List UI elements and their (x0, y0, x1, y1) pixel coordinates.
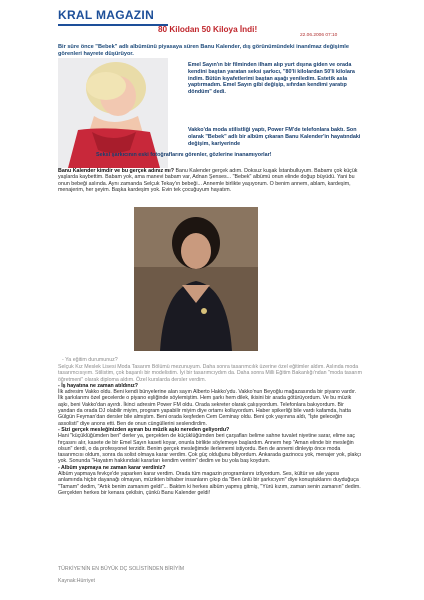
article-headline: 80 Kilodan 50 Kiloya İndi! (158, 25, 258, 34)
education-answer: Selçuk Kız Meslek Lisesi Moda Tasarım Bölümü mezunuyum. Daha sonra tasarımcılık üzerine özel eğitimler aldım. Aslında moda tasarımcısıyım. Stilistim, çok başarılı bir modelistim. İyi bir tasarımcıydım da. Daha sonra Milli Eğitim Bakanlığı'ndan "moda tasarım öğretmeni" olarak diploma aldım. Özel kurslarda dersler verdim. (58, 364, 362, 383)
side-vakko-text: Vakko'da moda stilistliği yaptı, Power FM'de telefonlara baktı. Son olarak "Bebek" adlı bir albüm çıkaran Banu Kalender'in hayatındaki değişim, kariyerinde (188, 127, 361, 147)
career-question: - İş hayatına ne zaman atıldınız? (58, 382, 138, 389)
music-answer: Hani "küçüklüğümden beri" derler ya, gerçekten de küçüklüğümden beri çarşafları belime sahne tuvalet niyetine sarar, elime saç fırçasını alır, kasete de bir Emel Sayın kaseti koyar, onunla birlikte söylemeye başlardım. Annem hep "Aman elinde bir mesleğin olsun" derdi, o da profesyonel terzidir. Benim gerçek mesleğimde ilerlememi istiyordu. Ben de annemi dinleyip önce moda tasarımcısı oldum, sonra da solist olmaya karar verdim. Çok güç olduğunu biliyordum. Ankarada gazinocu yok, menajer yok, plakçı yok. Sonunda "Hayatım hakkındaki kararları kendim veririm" dedim ve bu yola baş koydum. (58, 433, 362, 465)
side-caption: Emel Sayın'ın bir filminden ilham alıp yurt dışına giden ve orada kendini baştan yaratan seksi şarkıcı, "80'li kilolardan 50'li kilolara indim. Bütün kıyafetlerimi baştan aşağı yeniledim. Estetik asla yaptırmadım. Emel Sayın gibi değişip, sıfırdan kendimi yaratıp döndüm" dedi. (188, 62, 355, 95)
brand-underline (58, 24, 168, 26)
intro-answer: Banu Kalender gerçek adım. Doksuz kuşak İstanbulluyum. Babamı çok küçük yaşlarda kaybettim. Babam yok, ama manevi babam var, Adnan Şenses... "Bebek" albümü onun elinde doğup büyüdü. Yani bu onun bebeği aslında. Aynı zamanda Selçuk Tekay'ın bebeği... Annemle birlikte yaşıyorum. O benim annem, ablam, kardeşim, menajerim, her şeyim. Başka kardeşim yok. Evin tek çocuğuyum hayatım. (58, 168, 358, 194)
album-answer: Albüm yapmaya fevkçe'de yaparken karar verdim. Orada tüm magazin programlarını izliyordum. Ses, kültür ve aile yapısı anlamında hiçbir dayanağı olmayan, müzikten bihaber insanların çıkıp da "Ben ünlü bir şarkıcıyım" diye konuştuklarını duyduğuça "Tamam" dedim, "Artık benim zamanım geldi"... Baktım ki herkes albüm yapmış gitmiş, "Yürü kızım, zaman senin zamanın" dedim. Gerçekten herkes bir kenara çekilsin, çünkü Banu Kalender geldi! (58, 471, 361, 496)
footer-tagline: TÜRKİYE'NİN EN BÜYÜK DÇ SOLİSTİNDEN BİRİYİM (58, 566, 185, 572)
source-credit: Kaynak:Hürriyet (58, 578, 95, 584)
music-question: - Sizi gerçek mesleğinizden ayıran bu müzik aşkı nereden geliyordu? (58, 426, 230, 433)
interview-body (58, 364, 362, 496)
article-lead: Bir süre önce "Bebek" adlı albümünü piyasaya süren Banu Kalender, dış görünümündeki inanılmaz değişimle görenleri hayrete düşürüyor. (58, 44, 349, 57)
intro-question: Banu Kalender kimdir ve bu gerçek adınız mı? (58, 168, 174, 174)
career-answer: İlk adresim Vakko oldu. Beni kendi bünyelerine alan sayın Alberto Hakko'ydu. Vakko'nun Beyoğlu mağazasında bir piyano vardır. İlk şarkılarımı özel gecelerde o piyano eşliğinde söylemiştim. Hem şarkı hem dilek, ikisini bir arada götürüyordum. Ve bu müzik aşkı, beni Vakko'dan ayırdı. İkinci adresim Power FM oldu. Orada sekreter olarak çalışıyordum. Telefonlara bakıyordum. Bir yandan da orada DJ olabilir miyim, program yapabilir miyim diye ortamı kolluyordum. Haber spikerliği bile vardı kafamda, hatta Gülgün Feyman'dan dersler bile almıştım. Beni orada keşfeden Cem Ceminay oldu. Beni çok yayınına aldı, "İşte geleceğin assolisti" diye anons etti. Ben de onun cüngüllerini seslendirdim. (58, 389, 357, 427)
portrait-photo-image (134, 207, 258, 351)
brand-logo (58, 8, 166, 32)
intro-paragraph (58, 168, 362, 193)
portrait-photo (134, 207, 258, 351)
album-question: - Albüm yapmaya ne zaman karar verdiniz? (58, 464, 166, 471)
side-quote-line: Seksi şarkıcının eski fotoğraflarını görenler, gözlerine inanamıyorlar! (96, 152, 272, 158)
education-question: - Ya eğitim durumunuz? (62, 357, 118, 363)
brand-name: KRAL MAGAZIN (58, 8, 155, 22)
article-date: 22.06.2006 07:10 (300, 33, 338, 38)
